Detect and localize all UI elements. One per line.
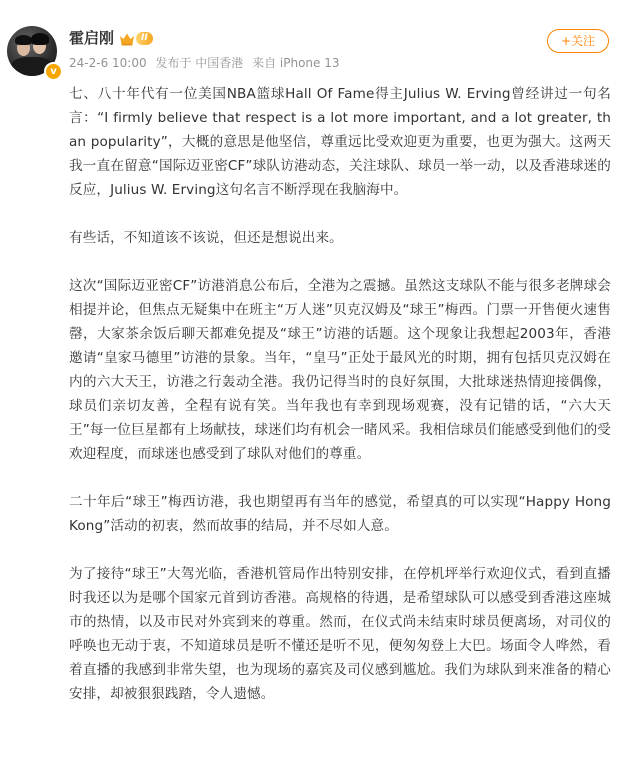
crown-icon: [119, 32, 135, 46]
verified-v-icon: v: [44, 62, 63, 81]
paragraph: 为了接待“球王”大驾光临，香港机管局作出特别安排，在停机坪举行欢迎仪式，看到直播时我还以为是哪个国家元首到访香港。高规格的待遇，是希望球队可以感受到香港这座城市的热情，以及市民对外宾到来的尊重。然而，在仪式尚未结束时球员便离场，对司仪的呼唤也无动于衷，不知道球员是听不懂还是听不见，便匆匆登上大巴。场面令人哗然，看着直播的我感到非常失望，也为现场的嘉宾及司仪感到尴尬。我们为球队到来准备的精心安排，却被狠狠践踏，令人遗憾。: [69, 566, 611, 702]
paragraph: 二十年后“球王”梅西访港，我也期望再有当年的感觉，希望真的可以实现“Happy Hong Kong”活动的初衷，然而故事的结局，并不尽如人意。: [69, 494, 611, 534]
username[interactable]: 霍启刚: [69, 29, 115, 47]
post-date[interactable]: 24-2-6 10:00: [69, 56, 147, 70]
post-meta: [69, 55, 345, 71]
post-content: [69, 82, 611, 730]
paragraph: 有些话，不知道该不该说，但还是想说出来。: [69, 230, 343, 246]
post-header: [0, 0, 628, 80]
paragraph: 七、八十年代有一位美国NBA篮球Hall Of Fame得主Julius W. Erving曾经讲过一句名言：“I firmly believe that respect is a lot more important, and a lot greater, than popularity”，大概的意思是他坚信，尊重远比受欢迎更为重要，也更为强大。这两天我一直在留意“国际迈亚密CF”球队访港动态，关注球队、球员一举一动，以及香港球迷的反应，Julius W. Erving这句名言不断浮现在我脑海中。: [69, 86, 611, 198]
paragraph: 这次“国际迈亚密CF”访港消息公布后，全港为之震撼。虽然这支球队不能与很多老牌球会相提并论，但焦点无疑集中在班主“万人迷”贝克汉姆及“球王”梅西。门票一开售便火速售罄，大家茶余饭后聊天都难免提及“球王”访港的话题。这个现象让我想起2003年，香港邀请“皇家马德里”访港的景象。当年，“皇马”正处于最风光的时期，拥有包括贝克汉姆在内的六大天王，访港之行轰动全港。我仍记得当时的良好氛围，大批球迷热情迎接偶像，球员们亲切友善，全程有说有笑。当年我也有幸到现场观赛，没有记错的话，“六大天王”每一位巨星都有上场献技，球迷们均有机会一睹风采。我相信球员们能感受到他们的受欢迎程度，而球迷也感受到了球队对他们的尊重。: [69, 278, 611, 462]
vip-badge[interactable]: [119, 31, 157, 46]
follow-button[interactable]: +关注: [547, 29, 609, 53]
vip-level: II: [136, 32, 153, 45]
post-device: 来自 iPhone 13: [252, 56, 340, 70]
post-location: 发布于 中国香港: [155, 56, 244, 70]
